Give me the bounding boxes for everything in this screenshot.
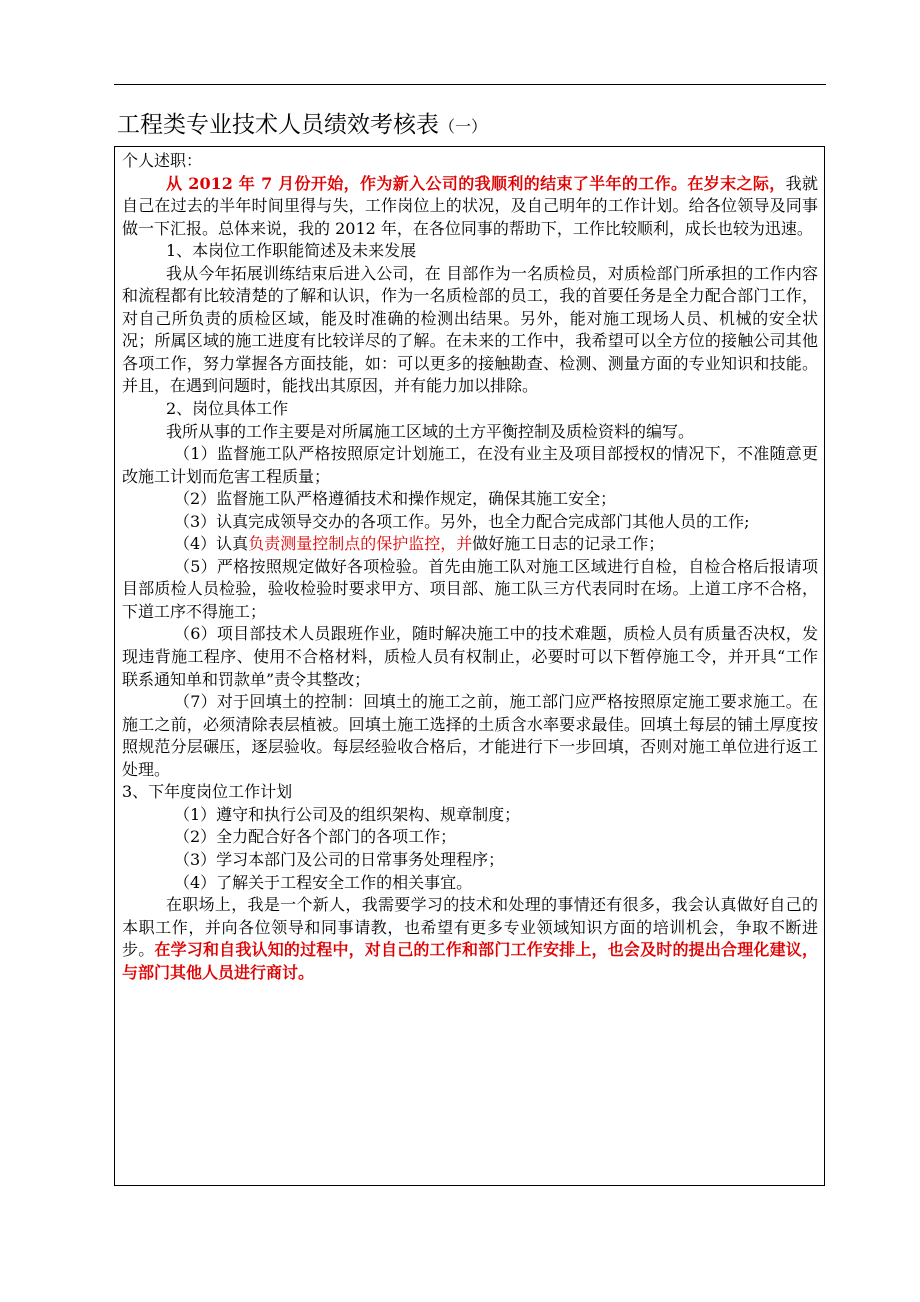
title-text: 工程类专业技术人员绩效考核表 — [117, 112, 439, 138]
section3-title: 3、下年度岗位工作计划 — [122, 782, 293, 802]
section1-body: 我从今年拓展训练结束后进入公司，在 目部作为一名质检员，对质检部门所承担的工作内容和流程都有比较清楚的了解和认识，作为一名质检部的员工，我的首要任务是全力配合部门工作，对自己所负责的质检区域，能及时准确的检测出结果。另外，能对施工现场人员、机械的安全状况；所属区域的施工进度有比较详尽的了解。在未来的工作中，我希望可以全方位的接触公司其他各项工作，努力掌握各方面技能，如：可以更多的接触勘查、检测、测量方面的专业知识和技能。并且，在遇到问题时，能找出其原因，并有能力加以排除。 — [122, 263, 818, 396]
intro-paragraph — [122, 173, 818, 241]
duty-item-4-start: （4）认真 — [174, 534, 249, 554]
closing-text: 在职场上，我是一个新人，我需要学习的技术和处理的事情还有很多，我会认真做好自己的本职工作，并向各位领导和同事请教，也希望有更多专业领域知识方面的培训机会，争取不断进步。 — [122, 895, 818, 960]
section2-title: 2、岗位具体工作 — [166, 399, 289, 419]
page-title — [117, 106, 487, 139]
title-suffix: （一） — [439, 117, 488, 136]
plan-item-3: （3）学习本部门及公司的日常事务处理程序； — [174, 849, 505, 869]
intro-highlight: 从 2012 年 7 月份开始，作为新入公司的我顺利的结束了半年的工作。在岁末之际， — [166, 173, 786, 193]
duty-item-4 — [122, 533, 818, 556]
duty-item-4-highlight: 负责测量控制点的保护监控，并 — [248, 534, 473, 554]
duty-item-2: （2）监督施工队严格遵循技术和操作规定，确保其施工安全； — [174, 489, 617, 509]
intro-text: 我就自己在过去的半年时间里得与失，工作岗位上的状况，及自己明年的工作计划。给各位领导及同事做一下汇报。总体来说，我的 2012 年，在各位同事的帮助下，工作比较顺利，成长也较为迅速。 — [122, 173, 818, 238]
top-rule — [114, 84, 826, 85]
duty-item-6: （6）项目部技术人员跟班作业，随时解决施工中的技术难题，质检人员有质量否决权，发现违背施工程序、使用不合格材料，质检人员有权制止，必要时可以下暂停施工令，并开具“工作联系通知单和罚款单”责令其整改； — [122, 624, 818, 689]
statement-heading: 个人述职： — [122, 151, 203, 170]
duty-item-7: （7）对于回填土的控制：回填土的施工之前，施工部门应严格按照原定施工要求施工。在施工之前，必须清除表层植被。回填土施工选择的土质含水率要求最佳。回填土每层的铺土厚度按照规范分层碾压，逐层验收。每层经验收合格后，才能进行下一步回填，否则对施工单位进行返工处理。 — [122, 692, 818, 779]
statement-box — [114, 146, 825, 1186]
duty-item-3: （3）认真完成领导交办的各项工作。另外，也全力配合完成部门其他人员的工作; — [174, 511, 750, 531]
duty-item-5: （5）严格按照规定做好各项检验。首先由施工队对施工区域进行自检，自检合格后报请项目部质检人员检验，验收检验时要求甲方、项目部、施工队三方代表同时在场。上道工序不合格，下道工序不得施工； — [122, 556, 818, 621]
section2-intro: 我所从事的工作主要是对所属施工区域的土方平衡控制及质检资料的编写。 — [166, 421, 695, 441]
plan-item-4: （4）了解关于工程安全工作的相关事宜。 — [174, 872, 473, 892]
closing-paragraph — [122, 894, 818, 984]
duty-item-4-end: 做好施工日志的记录工作； — [472, 534, 665, 554]
duty-item-1: （1）监督施工队严格按照原定计划施工，在没有业主及项目部授权的情况下，不准随意更改施工计划而危害工程质量； — [122, 444, 818, 486]
closing-highlight: 在学习和自我认知的过程中，对自己的工作和部门工作安排上，也会及时的提出合理化建议，与部门其他人员进行商讨。 — [122, 940, 818, 982]
statement-content — [122, 150, 818, 984]
plan-item-2: （2）全力配合好各个部门的各项工作； — [174, 827, 457, 847]
plan-item-1: （1）遵守和执行公司及的组织架构、规章制度； — [174, 804, 521, 824]
section1-title: 1、本岗位工作职能简述及未来发展 — [166, 241, 417, 261]
